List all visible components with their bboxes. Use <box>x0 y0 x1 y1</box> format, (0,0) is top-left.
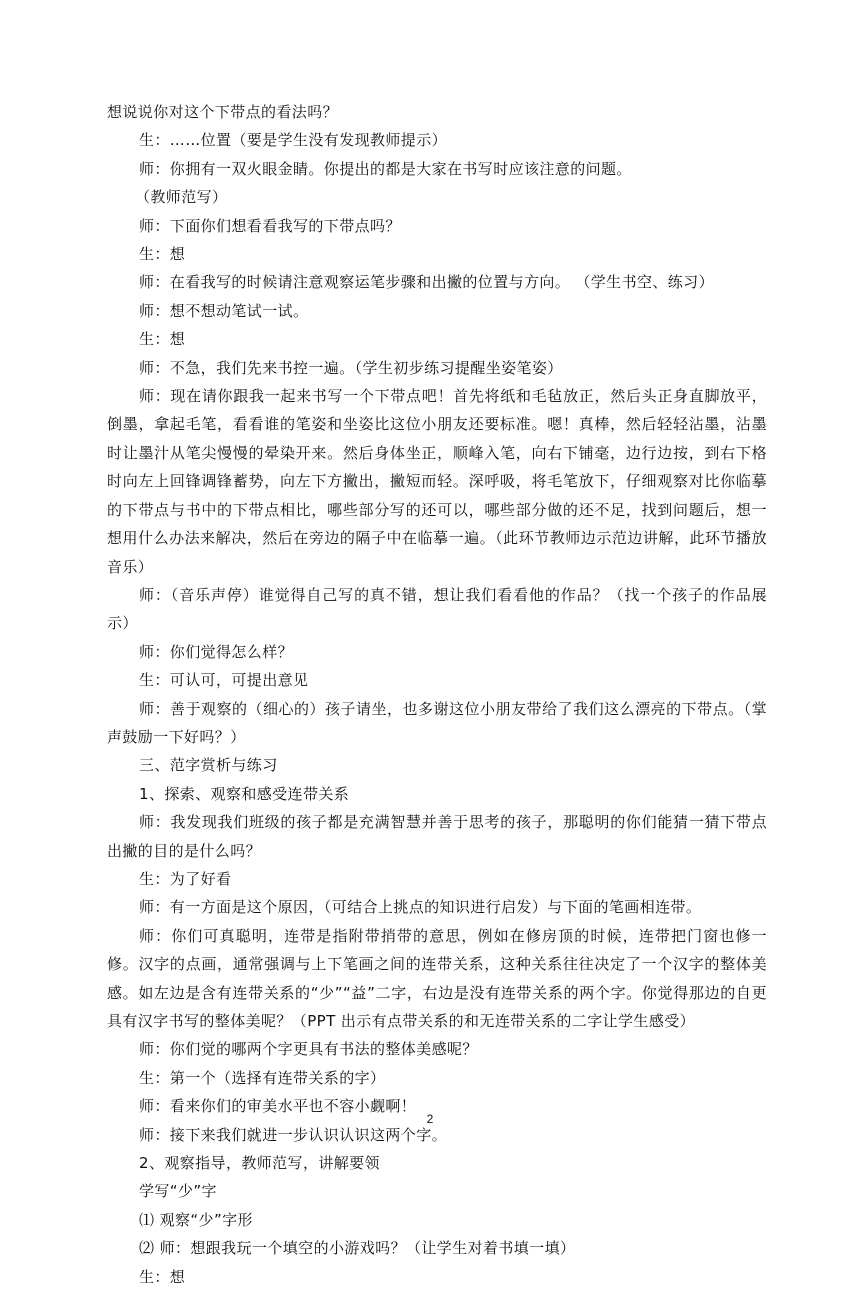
subsection-heading: 1、探索、观察和感受连带关系 <box>139 784 350 803</box>
paragraph: 生：第一个（选择有连带关系的字） <box>139 1068 386 1087</box>
paragraph: 师：下面你们想看看我写的下带点吗？ <box>139 216 401 235</box>
paragraph: 师：想不想动笔试一试。 <box>139 301 309 320</box>
paragraph: 学写“少”字 <box>139 1182 217 1201</box>
paragraph: 师：有一方面是这个原因，（可结合上挑点的知识进行启发）与下面的笔画相连带。 <box>139 898 702 917</box>
paragraph: 师：现在请你跟我一起来书写一个下带点吧！首先将纸和毛毡放正，然后头正身直脚放平，倒墨，拿起毛笔，看看谁的笔姿和坐姿比这位小朋友还要标准。嗯！真棒，然后轻轻沾墨，沾墨时让墨汁从笔尖慢慢的晕染开来。然后身体坐正，顺峰入笔，向右下铺毫，边行边按，到右下格时向左上回锋调锋蓄势，向左下方撇出，撇短而轻。深呼吸，将毛笔放下，仔细观察对比你临摹的下带点与书中的下带点相比，哪些部分写的还可以，哪些部分做的还不足，找到问题后，想一想用什么办法来解决，然后在旁边的隔子中在临摹一遍。（此环节教师边示范边讲解，此环节播放音乐） <box>107 387 767 576</box>
list-item: ⑴ 观察“少”字形 <box>139 1210 253 1229</box>
paragraph: （教师范写） <box>135 188 228 207</box>
paragraph: 生：可认可，可提出意见 <box>139 671 309 690</box>
paragraph: 师：你们觉的哪两个字更具有书法的整体美感呢？ <box>139 1040 478 1059</box>
paragraph: 师：你们觉得怎么样？ <box>139 642 294 661</box>
paragraph: 师：不急，我们先来书控一遍。（学生初步练习提醒坐姿笔姿） <box>139 358 563 377</box>
paragraph: 生：……位置（要是学生没有发现教师提示） <box>139 131 448 150</box>
paragraph: 师：善于观察的（细心的）孩子请坐，也多谢这位小朋友带给了我们这么漂亮的下带点。（掌声鼓励一下好吗？） <box>107 699 767 746</box>
paragraph: 师：（音乐声停）谁觉得自己写的真不错，想让我们看看他的作品？（找一个孩子的作品展示） <box>107 585 767 633</box>
subsection-heading: 2、观察指导，教师范写，讲解要领 <box>139 1154 380 1173</box>
section-heading: 三、范字赏析与练习 <box>139 756 278 775</box>
paragraph: 生：为了好看 <box>139 869 232 888</box>
list-item: ⑵ 师：想跟我玩一个填空的小游戏吗？（让学生对着书填一填） <box>139 1239 576 1258</box>
paragraph: 生：想 <box>139 245 186 264</box>
paragraph: 师：你拥有一双火眼金睛。你提出的都是大家在书写时应该注意的问题。 <box>139 159 632 178</box>
page-number: 2 <box>426 1112 434 1126</box>
paragraph: 师：看来你们的审美水平也不容小觑啊！ <box>139 1097 417 1116</box>
paragraph: 想说说你对这个下带点的看法吗？ <box>107 103 339 121</box>
paragraph: 生：想 <box>139 1267 186 1286</box>
paragraph: 师：接下来我们就进一步认识认识这两个字。 <box>139 1125 448 1144</box>
paragraph: 师：在看我写的时候请注意观察运笔步骤和出撇的位置与方向。 （学生书空、练习） <box>139 273 714 292</box>
paragraph: 师：你们可真聪明，连带是指附带捎带的意思，例如在修房顶的时候，连带把门窗也修一修。汉字的点画，通常强调与上下笔画之间的连带关系，这种关系往往决定了一个汉字的整体美感。如左边是含有连带关系的“少”“益”二字，右边是没有连带关系的两个字。你觉得那边的自更具有汉字书写的整体美呢？（PPT 出示有点带关系的和无连带关系的二字让学生感受） <box>107 926 767 1030</box>
paragraph: 师：我发现我们班级的孩子都是充满智慧并善于思考的孩子，那聪明的你们能猜一猜下带点出撇的目的是什么吗？ <box>107 813 767 860</box>
paragraph: 生：想 <box>139 330 186 349</box>
